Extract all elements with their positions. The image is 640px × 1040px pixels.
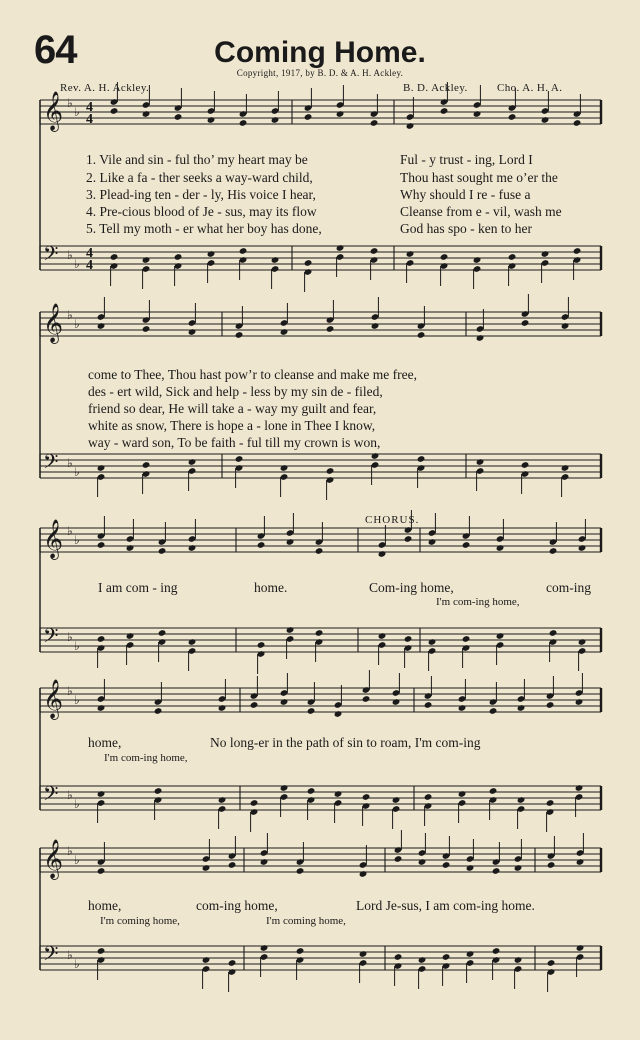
note-head (296, 867, 305, 875)
note-head (110, 107, 119, 115)
bass-clef: 𝄢 (43, 450, 59, 478)
note-head (406, 122, 415, 130)
flat-sign: ♭ (67, 844, 73, 858)
copyright-line: Copyright, 1917, by B. D. & A. H. Ackley. (236, 68, 404, 78)
note-head (473, 256, 482, 264)
note-head (404, 635, 413, 643)
flat-sign: ♭ (67, 248, 73, 262)
verse-3-line-2: friend so dear, He will take a - way my guilt and fear, (88, 401, 377, 416)
note-head (228, 861, 237, 869)
flat-sign: ♭ (67, 948, 73, 962)
hymn-title: Coming Home. (214, 36, 426, 69)
note-head (97, 322, 106, 330)
words-credit: Rev. A. H. Ackley. (60, 82, 150, 94)
note-head (202, 864, 211, 872)
note-head (257, 541, 266, 549)
note-head (207, 250, 216, 258)
note-head (378, 550, 387, 558)
note-head (575, 784, 584, 792)
chorus-line-1-a: I am com - ing (98, 580, 178, 595)
chorus-line-3-a: home, (88, 898, 122, 913)
verse-3-line-1-end: Why should I re - fuse a (400, 187, 531, 202)
note-head (97, 790, 106, 798)
note-head (326, 325, 335, 333)
flat-sign: ♭ (74, 639, 80, 653)
note-head (126, 632, 135, 640)
note-head (307, 707, 316, 715)
time-signature-digit: 4 (86, 112, 93, 127)
bass-clef: 𝄢 (43, 942, 59, 970)
note-head (406, 250, 415, 258)
note-head (218, 796, 227, 804)
note-head (473, 110, 482, 118)
time-signature-digit: 4 (86, 246, 93, 261)
note-head (336, 244, 345, 252)
note-head (260, 944, 269, 952)
note-head (97, 541, 106, 549)
note-head (304, 113, 313, 121)
note-head (417, 331, 426, 339)
note-head (370, 119, 379, 127)
note-head (508, 113, 517, 121)
flat-sign: ♭ (67, 308, 73, 322)
note-head (188, 544, 197, 552)
time-signature-digit: 4 (86, 100, 93, 115)
chorus-label: CHORUS. (365, 514, 420, 526)
verse-2-line-1: 2. Like a fa - ther seeks a way-ward child, (86, 170, 313, 185)
hymn-number: 64 (34, 28, 77, 72)
note-head (428, 638, 437, 646)
note-head (126, 544, 135, 552)
chorus-echo-2: I'm com-ing home, (104, 752, 188, 764)
verse-5-line-2: way - ward son, To be faith - ful till my crown is won, (88, 435, 381, 450)
note-head (315, 547, 324, 555)
note-head (442, 861, 451, 869)
note-head (440, 253, 449, 261)
note-head (207, 116, 216, 124)
note-head (428, 538, 437, 546)
note-head (578, 638, 587, 646)
note-head (378, 632, 387, 640)
note-head (575, 698, 584, 706)
verse-5-line-1: 5. Tell my moth - er what her boy has done, (86, 221, 322, 236)
note-head (462, 635, 471, 643)
note-head (546, 701, 555, 709)
note-head (466, 864, 475, 872)
chorus-echo-1: I'm com-ing home, (436, 596, 520, 608)
note-head (142, 461, 151, 469)
note-head (549, 547, 558, 555)
flat-sign: ♭ (74, 317, 80, 331)
note-head (235, 331, 244, 339)
note-head (578, 544, 587, 552)
note-head (280, 784, 289, 792)
verse-4-line-2: white as snow, There is hope a - lone in Thee I know, (88, 418, 376, 433)
note-head (362, 695, 371, 703)
note-head (514, 956, 523, 964)
note-head (541, 250, 550, 258)
music-credit: B. D. Ackley. (403, 82, 468, 94)
flat-sign: ♭ (67, 524, 73, 538)
chorus-echo-3a: I'm coming home, (100, 915, 180, 927)
flat-sign: ♭ (74, 257, 80, 271)
flat-sign: ♭ (74, 797, 80, 811)
chorus-line-1-b: home. (254, 580, 288, 595)
note-head (418, 956, 427, 964)
verse-4-line-1-end: Cleanse from e - vil, wash me (400, 204, 562, 219)
note-head (142, 256, 151, 264)
note-head (188, 458, 197, 466)
note-head (271, 256, 280, 264)
note-head (392, 698, 401, 706)
note-head (496, 632, 505, 640)
note-head (359, 870, 368, 878)
note-head (549, 629, 558, 637)
bass-clef: 𝄢 (43, 624, 59, 652)
note-head (257, 641, 266, 649)
note-head (492, 867, 501, 875)
note-head (541, 116, 550, 124)
note-head (547, 861, 556, 869)
note-head (174, 113, 183, 121)
note-head (296, 947, 305, 955)
note-head (250, 701, 259, 709)
flat-sign: ♭ (67, 684, 73, 698)
verse-3-line-1: 3. Plead-ing ten - der - ly, His voice I hear, (86, 187, 316, 202)
note-head (228, 959, 237, 967)
verse-1-line-2: come to Thee, Thou hast pow’r to cleanse and make me free, (88, 367, 418, 382)
flat-sign: ♭ (74, 533, 80, 547)
verse-2-line-1-end: Thou hast sought me o’er the (400, 170, 558, 185)
chorus-line-2-a: home, (88, 735, 122, 750)
note-head (508, 253, 517, 261)
flat-sign: ♭ (67, 630, 73, 644)
flat-sign: ♭ (67, 788, 73, 802)
chorus-line-1-d: com-ing (546, 580, 591, 595)
note-head (440, 107, 449, 115)
note-head (492, 947, 501, 955)
note-head (561, 322, 570, 330)
note-head (280, 464, 289, 472)
note-head (142, 325, 151, 333)
verse-2-line-2: des - ert wild, Sick and help - less by my sin de - filed, (88, 384, 383, 399)
chorus-echo-3b: I'm coming home, (266, 915, 346, 927)
note-head (370, 247, 379, 255)
flat-sign: ♭ (74, 853, 80, 867)
note-head (334, 790, 343, 798)
note-head (158, 629, 167, 637)
note-head (458, 790, 467, 798)
verse-4-line-1: 4. Pre-cious blood of Je - sus, may its flow (86, 204, 317, 219)
note-head (514, 864, 523, 872)
note-head (97, 947, 106, 955)
flat-sign: ♭ (74, 465, 80, 479)
note-head (576, 944, 585, 952)
note-head (371, 452, 380, 460)
flat-sign: ♭ (74, 693, 80, 707)
note-head (142, 110, 151, 118)
note-head (462, 541, 471, 549)
note-head (394, 953, 403, 961)
note-head (202, 956, 211, 964)
treble-clef: 𝄞 (43, 679, 64, 719)
note-head (404, 535, 413, 543)
flat-sign: ♭ (74, 957, 80, 971)
flat-sign: ♭ (67, 96, 73, 110)
note-head (154, 787, 163, 795)
note-head (466, 950, 475, 958)
flat-sign: ♭ (67, 456, 73, 470)
note-head (336, 110, 345, 118)
note-head (97, 635, 106, 643)
note-head (424, 793, 433, 801)
note-head (280, 698, 289, 706)
note-head (362, 793, 371, 801)
note-head (517, 796, 526, 804)
verse-1-line-1-end: Ful - y trust - ing, Lord I (400, 152, 533, 167)
verse-1-line-1: 1. Vile and sin - ful tho’ my heart may be (86, 152, 308, 167)
chorus-line-3-b: com-ing home, (196, 898, 278, 913)
note-head (97, 464, 106, 472)
note-head (561, 464, 570, 472)
treble-clef: 𝄞 (43, 91, 64, 131)
note-head (371, 322, 380, 330)
treble-clef: 𝄞 (43, 519, 64, 559)
note-head (188, 638, 197, 646)
verse-5-line-1-end: God has spo - ken to her (400, 221, 532, 236)
note-head (286, 626, 295, 634)
note-head (97, 704, 106, 712)
note-head (239, 119, 248, 127)
note-head (235, 455, 244, 463)
note-head (489, 707, 498, 715)
note-head (458, 704, 467, 712)
note-head (359, 950, 368, 958)
note-head (521, 319, 530, 327)
treble-clef: 𝄞 (43, 839, 64, 879)
chorus-line-1-c: Com-ing home, (369, 580, 454, 595)
flat-sign: ♭ (74, 105, 80, 119)
note-head (547, 959, 556, 967)
note-head (546, 799, 555, 807)
note-head (174, 253, 183, 261)
note-head (154, 707, 163, 715)
note-head (496, 544, 505, 552)
note-head (576, 858, 585, 866)
note-head (280, 328, 289, 336)
treble-clef: 𝄞 (43, 303, 64, 343)
note-head (334, 710, 343, 718)
bass-clef: 𝄢 (43, 242, 59, 270)
chorus-credit: Cho. A. H. A. (497, 82, 563, 94)
chorus-line-3-c: Lord Je-sus, I am com-ing home. (356, 898, 535, 913)
chorus-line-2-b: No long-er in the path of sin to roam, I'm com-ing (210, 735, 481, 750)
note-head (442, 953, 451, 961)
note-head (250, 799, 259, 807)
note-head (489, 787, 498, 795)
note-head (304, 259, 313, 267)
note-head (97, 867, 106, 875)
note-head (307, 787, 316, 795)
note-head (326, 467, 335, 475)
note-head (315, 629, 324, 637)
note-head (418, 858, 427, 866)
note-head (392, 796, 401, 804)
note-head (424, 701, 433, 709)
note-head (218, 704, 227, 712)
note-head (271, 116, 280, 124)
note-head (158, 547, 167, 555)
note-head (521, 461, 530, 469)
bass-clef: 𝄢 (43, 782, 59, 810)
note-head (517, 704, 526, 712)
note-head (573, 247, 582, 255)
note-head (476, 334, 485, 342)
time-signature-digit: 4 (86, 258, 93, 273)
note-head (286, 538, 295, 546)
note-head (188, 328, 197, 336)
note-head (260, 858, 269, 866)
note-head (476, 458, 485, 466)
note-head (394, 855, 403, 863)
note-head (110, 253, 119, 261)
note-head (417, 455, 426, 463)
note-head (573, 119, 582, 127)
note-head (239, 247, 248, 255)
